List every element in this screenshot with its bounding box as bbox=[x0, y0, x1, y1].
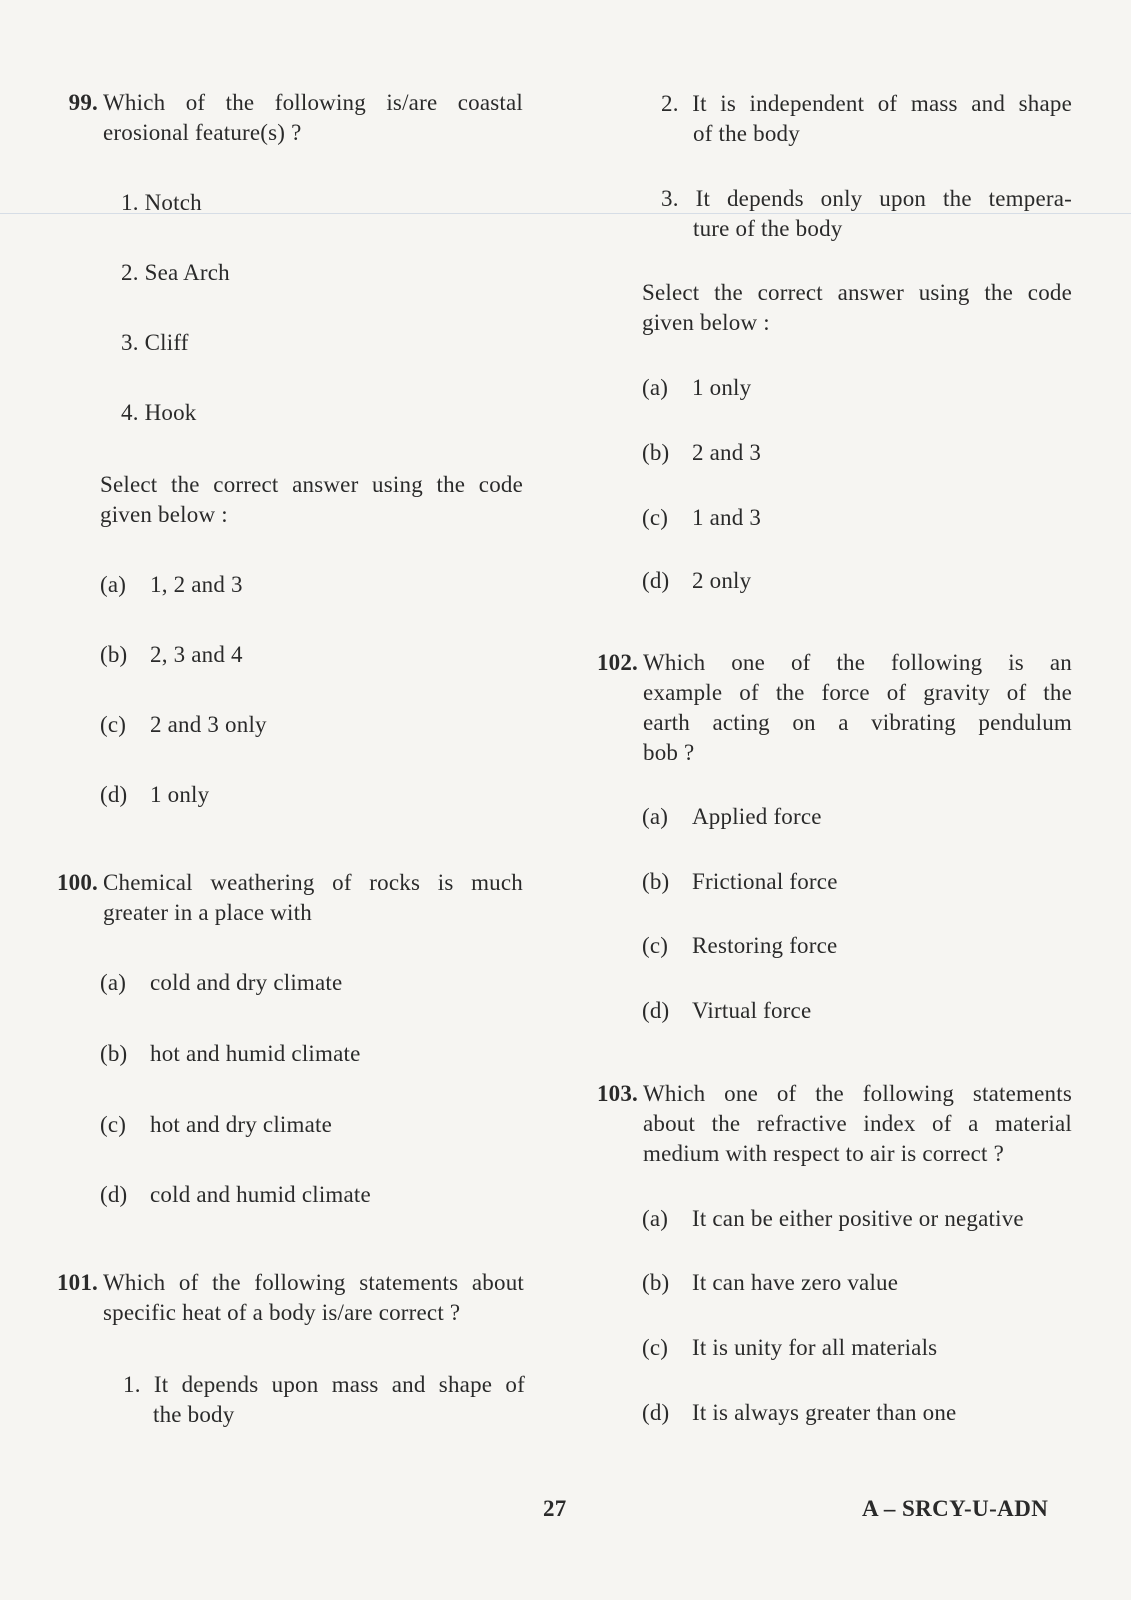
question-text-line: Which of the following statements about bbox=[103, 1270, 524, 1295]
option-label: (d) bbox=[642, 1400, 670, 1425]
question-text-line: medium with respect to air is correct ? bbox=[643, 1141, 1004, 1166]
question-text-line: erosional feature(s) ? bbox=[103, 120, 302, 145]
option-label: (b) bbox=[642, 440, 670, 465]
answer-option-c[interactable] bbox=[100, 1110, 332, 1140]
option-label: (b) bbox=[100, 642, 128, 667]
option-label: (a) bbox=[642, 804, 669, 829]
list-item: 3. It depends only upon the tempera- bbox=[661, 186, 1072, 211]
instruction-text: Select the correct answer using the code bbox=[100, 472, 523, 497]
answer-option-a[interactable] bbox=[642, 802, 822, 832]
option-label: (a) bbox=[100, 572, 127, 597]
option-text: cold and humid climate bbox=[150, 1182, 371, 1207]
answer-option-d[interactable] bbox=[642, 1398, 956, 1428]
option-label: (a) bbox=[100, 970, 127, 995]
option-text: It can be either positive or negative bbox=[692, 1206, 1024, 1231]
option-text: 1 only bbox=[150, 782, 210, 807]
option-text: 1 only bbox=[692, 375, 752, 400]
option-text: It is unity for all materials bbox=[692, 1335, 938, 1360]
question-text-line: about the refractive index of a material bbox=[643, 1111, 1072, 1136]
option-label: (c) bbox=[100, 712, 127, 737]
option-text: Restoring force bbox=[692, 933, 838, 958]
answer-option-a[interactable] bbox=[100, 968, 342, 998]
instruction-text: given below : bbox=[100, 502, 228, 527]
list-item: 2. It is independent of mass and shape bbox=[661, 91, 1072, 116]
option-text: cold and dry climate bbox=[150, 970, 343, 995]
option-text: 2 and 3 only bbox=[150, 712, 267, 737]
option-text: hot and dry climate bbox=[150, 1112, 332, 1137]
answer-option-d[interactable] bbox=[100, 780, 209, 810]
list-item-continuation: of the body bbox=[693, 121, 800, 146]
list-item: 3. Cliff bbox=[121, 330, 189, 355]
answer-option-d[interactable] bbox=[100, 1180, 371, 1210]
answer-option-d[interactable] bbox=[642, 996, 811, 1026]
instruction-text: given below : bbox=[642, 310, 770, 335]
option-label: (a) bbox=[642, 1206, 669, 1231]
option-label: (d) bbox=[100, 782, 128, 807]
answer-option-c[interactable] bbox=[642, 1333, 937, 1363]
option-label: (c) bbox=[100, 1112, 127, 1137]
question-number: 103. bbox=[596, 1081, 638, 1106]
page-number: 27 bbox=[543, 1496, 567, 1521]
list-item: 2. Sea Arch bbox=[121, 260, 230, 285]
list-item-continuation: the body bbox=[153, 1402, 235, 1427]
answer-option-a[interactable] bbox=[100, 570, 243, 600]
question-number: 100. bbox=[56, 870, 98, 895]
question-text-line: Which one of the following is an bbox=[643, 650, 1072, 675]
option-text: 2 and 3 bbox=[692, 440, 762, 465]
list-item: 1. Notch bbox=[121, 190, 202, 215]
option-text: It is always greater than one bbox=[692, 1400, 957, 1425]
question-text-line: example of the force of gravity of the bbox=[643, 680, 1072, 705]
list-item-continuation: ture of the body bbox=[693, 216, 843, 241]
question-text-line: Which of the following is/are coastal bbox=[103, 90, 523, 115]
option-label: (c) bbox=[642, 505, 669, 530]
option-label: (b) bbox=[100, 1041, 128, 1066]
option-label: (c) bbox=[642, 933, 669, 958]
option-label: (d) bbox=[642, 568, 670, 593]
instruction-text: Select the correct answer using the code bbox=[642, 280, 1072, 305]
question-number: 102. bbox=[596, 650, 638, 675]
question-number: 101. bbox=[56, 1270, 98, 1295]
question-text-line: earth acting on a vibrating pendulum bbox=[643, 710, 1072, 735]
booklet-code: A – SRCY-U-ADN bbox=[862, 1496, 1049, 1521]
answer-option-b[interactable] bbox=[100, 640, 243, 670]
option-text: 1 and 3 bbox=[692, 505, 762, 530]
answer-option-b[interactable] bbox=[100, 1039, 361, 1069]
answer-option-a[interactable] bbox=[642, 1204, 1024, 1234]
option-label: (a) bbox=[642, 375, 669, 400]
question-text-line: Which one of the following statements bbox=[643, 1081, 1072, 1106]
option-label: (b) bbox=[642, 869, 670, 894]
answer-option-a[interactable] bbox=[642, 373, 751, 403]
option-label: (b) bbox=[642, 1270, 670, 1295]
answer-option-b[interactable] bbox=[642, 1268, 898, 1298]
option-text: Virtual force bbox=[692, 998, 812, 1023]
list-item: 1. It depends upon mass and shape of bbox=[123, 1372, 525, 1397]
answer-option-d[interactable] bbox=[642, 566, 751, 596]
answer-option-b[interactable] bbox=[642, 438, 761, 468]
list-item: 4. Hook bbox=[121, 400, 197, 425]
question-text-line: Chemical weathering of rocks is much bbox=[103, 870, 523, 895]
question-text-line: greater in a place with bbox=[103, 900, 312, 925]
option-text: Applied force bbox=[692, 804, 822, 829]
option-text: 1, 2 and 3 bbox=[150, 572, 243, 597]
question-text-line: specific heat of a body is/are correct ? bbox=[103, 1300, 461, 1325]
answer-option-c[interactable] bbox=[100, 710, 267, 740]
question-number: 99. bbox=[68, 90, 98, 115]
option-text: hot and humid climate bbox=[150, 1041, 361, 1066]
question-text-line: bob ? bbox=[643, 740, 695, 765]
option-text: 2 only bbox=[692, 568, 752, 593]
option-label: (d) bbox=[100, 1182, 128, 1207]
answer-option-c[interactable] bbox=[642, 931, 837, 961]
option-label: (d) bbox=[642, 998, 670, 1023]
option-text: 2, 3 and 4 bbox=[150, 642, 243, 667]
answer-option-b[interactable] bbox=[642, 867, 838, 897]
option-text: Frictional force bbox=[692, 869, 838, 894]
option-text: It can have zero value bbox=[692, 1270, 899, 1295]
option-label: (c) bbox=[642, 1335, 669, 1360]
answer-option-c[interactable] bbox=[642, 503, 761, 533]
